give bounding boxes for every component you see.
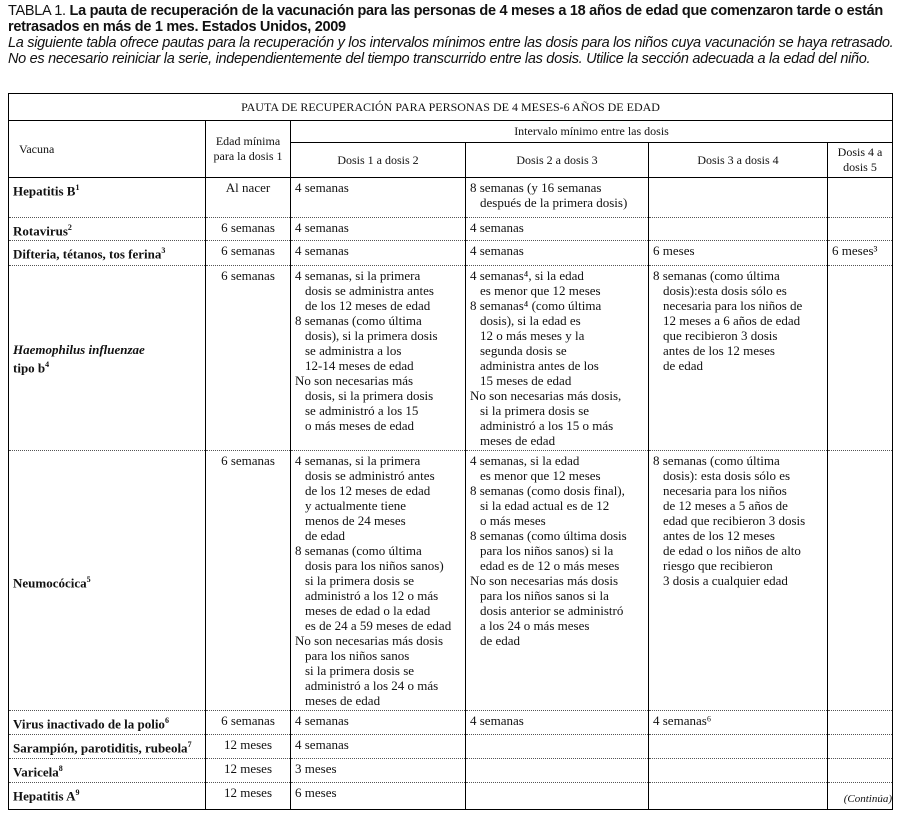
interval-text: es menor que 12 meses [480,283,601,299]
interval-text: administró a los 24 o más [305,678,439,694]
interval-text: de edad [305,528,346,544]
interval-text: si la primera dosis se [305,573,415,589]
interval-text: para los niños sanos si la [480,588,609,604]
interval-text: segunda dosis se [480,343,567,359]
vaccine-name [9,711,206,735]
interval-text: 4 semanas⁴, si la edad [470,268,584,284]
interval-text: 4 semanas [295,180,349,195]
vaccine-name [9,783,206,810]
min-age: 6 semanas [206,218,291,241]
interval-cell [649,735,828,759]
interval-text: No son necesarias más [295,373,414,389]
interval-text: meses de edad [305,693,381,709]
interval-text: meses de edad [480,433,556,449]
interval-text: de los 12 meses de edad [305,298,431,314]
interval-cell [466,266,649,451]
col-dosis-3-4: Dosis 3 a dosis 4 [649,143,828,178]
vaccine-name [9,218,206,241]
interval-cell [291,241,466,266]
interval-text: 4 semanas [295,243,349,259]
footnote-ref: 2 [67,223,72,232]
table-row [9,711,893,735]
interval-cell [466,451,649,711]
interval-text: No son necesarias más dosis, [470,388,622,404]
interval-text: No son necesarias más dosis [295,633,444,649]
vaccine-name-text: Hepatitis A [13,788,76,804]
interval-text: 4 semanas⁶ [653,713,712,729]
interval-text: de edad [663,358,704,374]
interval-cell [828,451,893,711]
interval-text: 4 semanas [470,243,524,259]
interval-text: 8 semanas (como dosis final), [470,483,625,499]
table-row [9,266,893,451]
min-age: 6 semanas [206,266,291,451]
interval-text: 8 semanas (como última [295,543,422,559]
interval-text: administró a los 15 o más [480,418,614,434]
interval-text: 3 dosis a cualquier edad [663,573,788,589]
col-intervalo: Intervalo mínimo entre las dosis [291,121,893,143]
interval-cell [649,711,828,735]
interval-cell [466,759,649,783]
min-age: 6 semanas [206,711,291,735]
interval-text: 15 meses de edad [480,373,572,389]
interval-cell [649,266,828,451]
footnote-ref: 9 [75,788,80,798]
interval-cell [466,241,649,266]
interval-text: antes de los 12 meses [663,343,775,359]
footnote-ref: 7 [187,740,192,750]
interval-text: 12 meses a 6 años de edad [663,313,801,329]
interval-cell [466,178,649,218]
table-caption [8,3,898,67]
vaccine-name-text: Haemophilus influenzae [13,341,145,357]
interval-cell [291,218,466,241]
interval-cell [291,178,466,218]
footnote-ref: 8 [58,764,63,774]
interval-cell [649,783,828,810]
interval-text: para los niños sanos [305,648,410,664]
vaccine-name [9,451,206,711]
interval-cell [649,218,828,241]
min-age: Al nacer [206,178,291,218]
interval-text: dosis), si la edad es [480,313,581,329]
table-row [9,218,893,241]
interval-text: menos de 24 meses [305,513,406,529]
interval-text: 4 semanas, si la primera [295,268,421,284]
interval-text: 8 semanas (como última [653,453,780,469]
interval-text: 12 o más meses y la [480,328,585,344]
interval-text: dosis), si la primera dosis [305,328,438,344]
vaccine-name [9,759,206,783]
vaccine-name-text-2: tipo b [13,359,46,375]
min-age: 12 meses [206,783,291,810]
vaccine-name-text: Varicela [13,764,59,780]
table-subtitle: La siguiente tabla ofrece pautas para la recuperación y los intervalos mínimos entre las dosis para los niños cuya vacunación se haya retrasado. No es necesario reiniciar la serie, independientemente del tiempo transcurrido entre las dosis. Utilice la sección adecuada a la edad del niño. [8,35,894,67]
interval-text: 8 semanas (como última [653,268,780,284]
interval-cell [291,711,466,735]
catch-up-schedule-table [8,93,893,810]
interval-cell [828,178,893,218]
min-age: 12 meses [206,759,291,783]
min-age: 6 semanas [206,451,291,711]
interval-cell [466,783,649,810]
table-row [9,735,893,759]
table-title: La pauta de recuperación de la vacunación para las personas de 4 meses a 18 años de edad que comenzaron tarde o están retrasados en más de 1 mes. Estados Unidos, 2009 [8,3,883,35]
interval-cell [828,266,893,451]
interval-text: de edad [480,633,521,649]
vaccine-name-text: Rotavirus [13,223,68,239]
interval-text: que recibieron 3 dosis [663,328,778,344]
interval-text: es menor que 12 meses [480,468,601,484]
interval-cell [466,735,649,759]
interval-text: dosis):esta dosis sólo es [663,283,787,299]
vaccine-name-text: Neumocócica [13,574,87,590]
interval-text: dosis se administró antes [305,468,435,484]
col-vacuna: Vacuna [9,121,206,178]
interval-cell [291,451,466,711]
interval-text: meses de edad o la edad [305,603,431,619]
vaccine-name [9,735,206,759]
interval-text: riesgo que recibieron [663,558,773,574]
interval-text: 6 meses [295,785,337,801]
interval-text: necesaria para los niños [663,483,787,499]
interval-text: dosis, si la primera dosis [305,388,434,404]
interval-cell [828,735,893,759]
vaccine-name-text: Hepatitis B [13,183,76,199]
interval-text: después de la primera dosis) [480,195,628,210]
interval-text: antes de los 12 meses [663,528,775,544]
interval-cell [291,735,466,759]
interval-text: dosis para los niños sanos) [305,558,444,574]
interval-cell [649,451,828,711]
interval-text: es de 24 a 59 meses de edad [305,618,452,634]
interval-text: se administró a los 15 [305,403,419,419]
col-dosis-4-5: Dosis 4 a dosis 5 [828,143,893,178]
interval-cell [291,266,466,451]
interval-text: administra antes de los [480,358,599,374]
interval-text: 3 meses [295,761,337,777]
interval-text: dosis): esta dosis sólo es [663,468,791,484]
interval-text: necesaria para los niños de [663,298,803,314]
interval-cell [291,783,466,810]
interval-text: o más meses de edad [305,418,415,434]
footnote-ref: 1 [75,183,80,192]
interval-cell [828,241,893,266]
footnote-ref: 5 [86,574,91,584]
interval-text: 8 semanas⁴ (como última [470,298,602,314]
interval-cell [828,759,893,783]
interval-text: edad es de 12 o más meses [480,558,620,574]
interval-text: 8 semanas (y 16 semanas [470,180,602,195]
table-row [9,783,893,810]
interval-text: 4 semanas [295,713,349,729]
interval-text: 8 semanas (como última dosis [470,528,627,544]
col-edad-minima: Edad mínima para la dosis 1 [206,121,291,178]
interval-cell [828,711,893,735]
table-row [9,451,893,711]
col-dosis-1-2: Dosis 1 a dosis 2 [291,143,466,178]
continua-note: (Continúa) [843,793,892,805]
interval-text: 4 semanas, si la edad [470,453,580,469]
interval-text: 4 semanas [295,737,349,753]
interval-text: de 12 meses a 5 años de [663,498,788,514]
interval-cell [649,759,828,783]
interval-text: 4 semanas [295,220,349,235]
interval-cell [291,759,466,783]
vaccine-name [9,266,206,451]
interval-cell [649,241,828,266]
interval-text: 12-14 meses de edad [305,358,414,374]
col-dosis-2-3: Dosis 2 a dosis 3 [466,143,649,178]
table-row [9,178,893,218]
interval-text: 6 meses [653,243,695,259]
vaccine-name [9,241,206,266]
vaccine-name [9,178,206,218]
interval-cell [466,711,649,735]
vaccine-name-text: Difteria, tétanos, tos ferina [13,246,162,262]
interval-cell [828,218,893,241]
footnote-ref: 4 [45,359,50,369]
interval-text: 8 semanas (como última [295,313,422,329]
interval-text: y actualmente tiene [305,498,407,514]
interval-text: dosis se administra antes [305,283,434,299]
interval-text: 6 meses³ [832,243,878,259]
interval-text: para los niños sanos) si la [480,543,614,559]
min-age: 6 semanas [206,241,291,266]
table-section-title: PAUTA DE RECUPERACIÓN PARA PERSONAS DE 4 MESES-6 AÑOS DE EDAD [9,94,893,121]
interval-text: No son necesarias más dosis [470,573,619,589]
interval-text: a los 24 o más meses [480,618,590,634]
interval-text: administró a los 12 o más [305,588,439,604]
footnote-ref: 3 [161,246,166,256]
interval-text: 4 semanas, si la primera [295,453,421,469]
interval-text: dosis anterior se administró [480,603,624,619]
min-age: 12 meses [206,735,291,759]
vaccine-name-text: Virus inactivado de la polio [13,716,165,732]
interval-text: 4 semanas [470,713,524,729]
interval-text: si la primera dosis se [480,403,590,419]
interval-text: se administra a los [305,343,402,359]
interval-cell [649,178,828,218]
interval-cell [466,218,649,241]
table-row [9,241,893,266]
interval-text: de edad o los niños de alto [663,543,801,559]
interval-text: edad que recibieron 3 dosis [663,513,806,529]
interval-text: si la primera dosis se [305,663,415,679]
interval-text: o más meses [480,513,546,529]
table-label: TABLA 1. [8,3,66,19]
footnote-ref: 6 [164,716,169,726]
interval-text: si la edad actual es de 12 [480,498,610,514]
vaccine-name-text: Sarampión, parotiditis, rubeola [13,740,188,756]
table-row [9,759,893,783]
interval-text: 4 semanas [470,220,524,235]
interval-text: de los 12 meses de edad [305,483,431,499]
